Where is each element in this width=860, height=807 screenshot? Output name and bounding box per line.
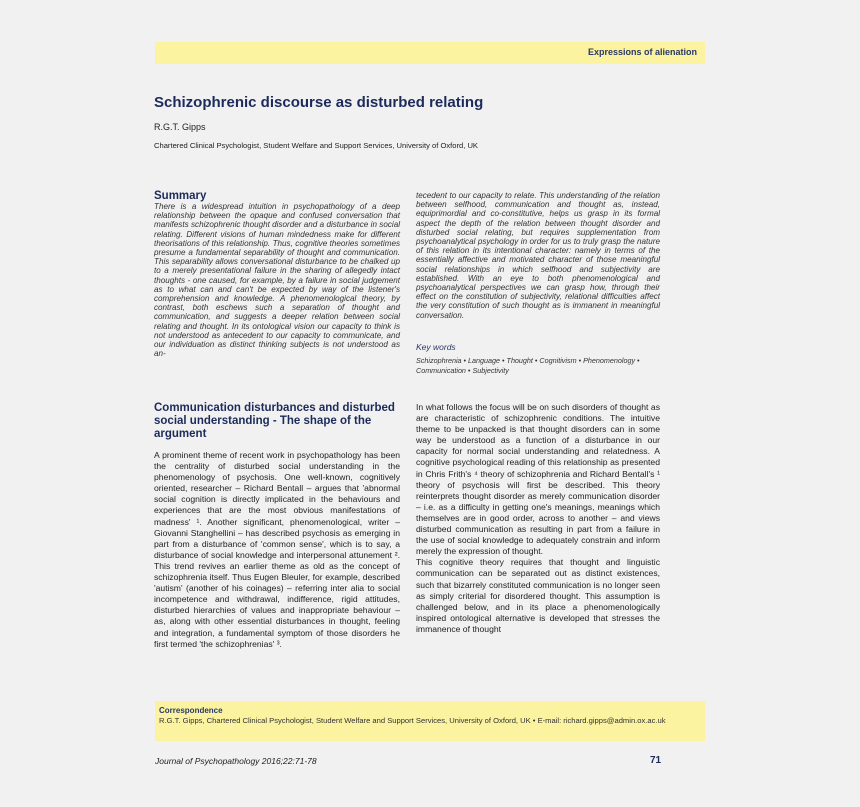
body-text-right: [416, 402, 660, 635]
body-text-left: A prominent theme of recent work in psychopathology has been the centrality of disturbed social understanding in the phenomenology of psychosis. One well-known, cognitively oriented, researcher – Richard Bentall – argues that 'abnormal social cognition is directly implicated in the behaviours and experiences that are the most obvious manifestations of madness' ¹. Another significant, phenomenological, writer – Giovanni Stanghellini – has described psychosis as emerging in part from a disturbance of 'common sense', which is to say, a disturbance of social knowledge and interpersonal attunement ². This trend revives an earlier theme as old as the concept of schizophrenia itself. Thus Eugen Bleuler, for example, described 'autism' (another of his coinages) – referring inter alia to social incompetence and withdrawal, indifference, rigid attitudes, disturbed hierarchies of values and inappropriate behaviour – as, along with other essential disturbances in thought, feeling and integration, a fundamental symptom of those disorders he first termed 'the schizophrenias' ³.: [154, 450, 400, 649]
body-paragraph-1: In what follows the focus will be on such disorders of thought as are characteristic of schizophrenic conditions. The intuitive theme to be unpacked is that thought disorders can in some way be understood as a function of a disturbance in our capacity for normal social understanding and relatedness. A cognitive psychological reading of this relationship as presented in Chris Frith's ⁴ theory of schizophrenia and Richard Bentall's ¹ theory of psychosis will first be described. This theory reinterprets thought disorder as merely communication disorder – i.e. as a difficulty in getting one's meanings, meanings which themselves are in good order, across to another – and views disturbed communication as resulting in part from a failure in the use of social knowledge to adequately constrain and inform merely the expression of thought.: [416, 402, 660, 557]
keywords-heading: Key words: [416, 342, 456, 352]
correspondence-heading: Correspondence: [159, 706, 223, 715]
body-paragraph-2: This cognitive theory requires that thought and linguistic communication can be separated out as distinct existences, such that bizarrely constituted communication is no longer seen as simply criterial for disordered thought. This assumption is challenged below, and in its place a phenomenologically inspired ontological alternative is developed that stresses the immanence of thought: [416, 557, 660, 634]
article-title: Schizophrenic discourse as disturbed relating: [154, 94, 484, 111]
keywords-list: Schizophrenia • Language • Thought • Cognitivism • Phenomenology • Communication • Subjectivity: [416, 356, 640, 375]
summary-text-right: tecedent to our capacity to relate. This understanding of the relation between selfhood, communication and thought as, instead, equiprimordial and co-constitutive, helps us grasp in its formal aspect the depth of the relation between thought disorder and disturbed social relating, but requires supplementation from psychoanalytical psychology in order for us to truly grasp the nature of this relation in its intentional character: namely in terms of the essentially affective and motivated character of those meaningful social relationships in which selfhood and subjectivity are established. With an eye to both phenomenological and psychoanalytical perspectives we can grasp how, through their effect on the constitution of subjectivity, relational difficulties affect the very constitution of such thought as is immanent in meaningful conversation.: [416, 191, 660, 320]
correspondence-text: R.G.T. Gipps, Chartered Clinical Psychologist, Student Welfare and Support Services, University of Oxford, UK • E-mail: richard.gipps@admin.ox.ac.uk: [159, 716, 666, 725]
author-affiliation: Chartered Clinical Psychologist, Student Welfare and Support Services, University of Oxford, UK: [154, 141, 479, 150]
section-label: Expressions of alienation: [587, 47, 697, 57]
article-author: R.G.T. Gipps: [154, 122, 206, 132]
section-banner: [155, 42, 705, 64]
section-heading: Communication disturbances and disturbed social understanding - The shape of the argument: [154, 402, 395, 440]
page-number: 71: [650, 755, 662, 766]
summary-text-left: There is a widespread intuition in psychopathology of a deep relationship between the opaque and confused conversation that manifests schizophrenic thought disorder and a disturbance in social relating. Different visions of human mindedness make for different theorisations of this relationship. Thus, cognitive theories sometimes presume a fundamental separability of thought and communication. This separability allows conversational disturbance to be chalked up to a merely presentational failure in the sharing of allegedly intact thoughts - one caused, for example, by a failure in social judgement as to what can and can't be expected by way of the listener's comprehension and knowledge. A phenomenological theory, by contrast, both eschews such a separation of thought and communication, and suggests a deeper relation between social relating and thought. In its ontological vision our capacity to think is not understood as antecedent to our capacity to communicate, and our individuation as distinct thinking subjects is not understood as an-: [154, 202, 400, 359]
summary-heading: Summary: [154, 190, 207, 202]
correspondence-box: [155, 701, 705, 741]
journal-citation: Journal of Psychopathology 2016;22:71-78: [155, 756, 317, 766]
